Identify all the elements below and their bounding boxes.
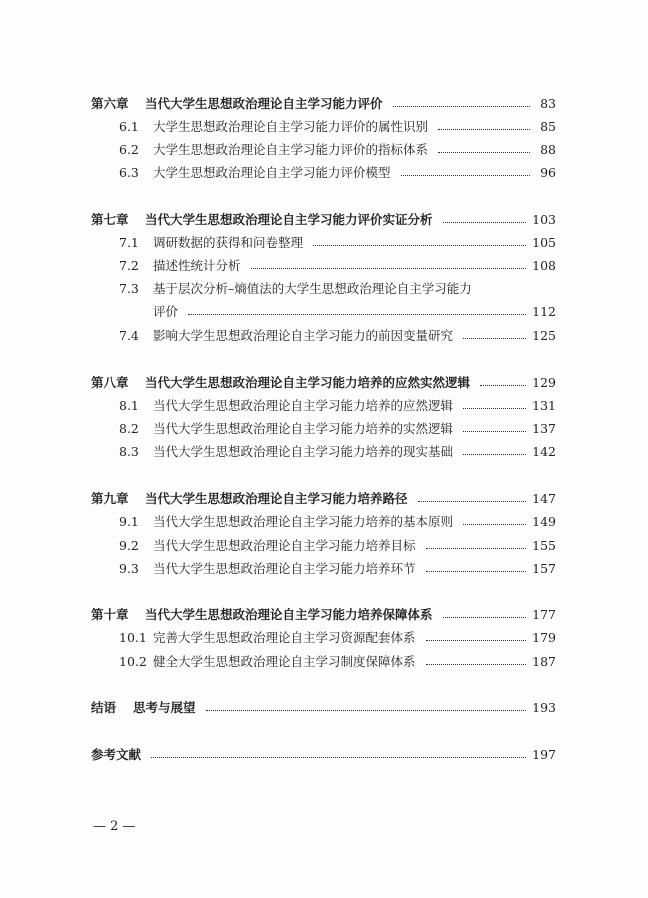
chapter-number: 第七章 — [91, 212, 129, 227]
toc-section[interactable] — [91, 162, 556, 182]
page-footer-number: — 2 — — [93, 819, 136, 834]
chapter-title: 思考与展望 — [133, 700, 196, 715]
leader-dots — [438, 152, 530, 153]
section-title: 基于层次分析–熵值法的大学生思想政治理论自主学习能力 — [153, 281, 472, 296]
section-title: 描述性统计分析 — [153, 258, 241, 273]
leader-dots — [463, 431, 526, 432]
chapter-title: 当代大学生思想政治理论自主学习能力培养路径 — [145, 491, 408, 506]
section-number: 7.1 — [119, 234, 139, 250]
section-number: 7.4 — [119, 327, 139, 343]
leader-dots — [251, 268, 527, 269]
leader-dots — [206, 710, 527, 711]
section-title-continued: 评价 — [153, 304, 179, 319]
page-number: 157 — [532, 560, 556, 576]
leader-dots — [463, 408, 526, 409]
page-number: 112 — [532, 303, 556, 319]
chapter-number: 结语 — [91, 700, 117, 715]
toc-section[interactable] — [91, 651, 556, 671]
section-title: 当代大学生思想政治理论自主学习能力培养的现实基础 — [153, 444, 454, 459]
page-number: 108 — [532, 257, 556, 273]
page-number: 85 — [540, 118, 556, 134]
section-title: 当代大学生思想政治理论自主学习能力培养的应然逻辑 — [153, 398, 454, 413]
page-number: 142 — [532, 443, 556, 459]
section-number: 9.2 — [119, 537, 139, 553]
page-number: 105 — [532, 234, 556, 250]
page-number: 193 — [532, 699, 556, 715]
toc-chapter[interactable] — [91, 488, 556, 508]
leader-dots — [401, 175, 530, 176]
leader-dots — [480, 385, 526, 386]
page-number: 147 — [532, 490, 556, 506]
section-number: 7.2 — [119, 257, 139, 273]
toc-section[interactable] — [91, 627, 556, 647]
page-number: 83 — [540, 95, 556, 111]
toc-section[interactable] — [91, 278, 556, 298]
page-number: 96 — [540, 164, 556, 180]
leader-dots — [426, 548, 527, 549]
section-number: 8.1 — [119, 397, 139, 413]
page-number: 131 — [532, 397, 556, 413]
chapter-title: 当代大学生思想政治理论自主学习能力评价 — [145, 96, 383, 111]
page-number: 197 — [532, 746, 556, 762]
section-number: 6.1 — [119, 118, 139, 134]
page-number: 129 — [532, 374, 556, 390]
toc-section[interactable] — [91, 232, 556, 252]
section-title: 影响大学生思想政治理论自主学习能力的前因变量研究 — [153, 328, 454, 343]
leader-dots — [418, 501, 527, 502]
toc-section[interactable] — [91, 116, 556, 136]
section-title: 调研数据的获得和问卷整理 — [153, 235, 304, 250]
leader-dots — [438, 129, 530, 130]
section-title: 当代大学生思想政治理论自主学习能力培养的基本原则 — [153, 514, 454, 529]
section-number: 8.3 — [119, 443, 139, 459]
chapter-number: 第六章 — [91, 96, 129, 111]
toc-chapter[interactable] — [91, 604, 556, 624]
toc-section[interactable] — [91, 535, 556, 555]
chapter-title: 当代大学生思想政治理论自主学习能力培养保障体系 — [145, 607, 433, 622]
leader-dots — [426, 640, 527, 641]
section-title: 大学生思想政治理论自主学习能力评价模型 — [153, 165, 391, 180]
section-number: 10.1 — [119, 629, 147, 645]
section-number: 6.2 — [119, 141, 139, 157]
leader-dots — [443, 617, 527, 618]
section-title: 健全大学生思想政治理论自主学习制度保障体系 — [153, 654, 416, 669]
leader-dots — [313, 245, 526, 246]
leader-dots — [463, 524, 526, 525]
section-number: 10.2 — [119, 653, 147, 669]
chapter-number: 第九章 — [91, 491, 129, 506]
section-title: 大学生思想政治理论自主学习能力评价的属性识别 — [153, 119, 429, 134]
leader-dots — [443, 222, 527, 223]
section-number: 6.3 — [119, 164, 139, 180]
chapter-number: 参考文献 — [91, 747, 142, 762]
toc-section[interactable] — [91, 511, 556, 531]
page-number: 88 — [540, 141, 556, 157]
toc-section[interactable] — [91, 395, 556, 415]
chapter-number: 第八章 — [91, 375, 129, 390]
toc-chapter[interactable] — [91, 372, 556, 392]
section-title: 当代大学生思想政治理论自主学习能力培养的实然逻辑 — [153, 421, 454, 436]
page-number: 149 — [532, 513, 556, 529]
toc-section[interactable] — [91, 139, 556, 159]
toc-section[interactable] — [91, 441, 556, 461]
section-number: 9.3 — [119, 560, 139, 576]
toc-section[interactable] — [91, 418, 556, 438]
chapter-title: 当代大学生思想政治理论自主学习能力培养的应然实然逻辑 — [145, 375, 471, 390]
toc-section-continued[interactable] — [91, 301, 556, 321]
leader-dots — [463, 338, 526, 339]
section-title: 大学生思想政治理论自主学习能力评价的指标体系 — [153, 142, 429, 157]
toc-section[interactable] — [91, 255, 556, 275]
leader-dots — [426, 571, 527, 572]
page-number: 177 — [532, 606, 556, 622]
section-title: 完善大学生思想政治理论自主学习资源配套体系 — [153, 630, 416, 645]
leader-dots — [393, 106, 530, 107]
toc-chapter[interactable] — [91, 697, 556, 717]
section-number: 8.2 — [119, 420, 139, 436]
page-number: 137 — [532, 420, 556, 436]
toc-chapter[interactable] — [91, 209, 556, 229]
toc-section[interactable] — [91, 325, 556, 345]
page-number: 155 — [532, 537, 556, 553]
chapter-title: 当代大学生思想政治理论自主学习能力评价实证分析 — [145, 212, 433, 227]
leader-dots — [188, 314, 526, 315]
toc-chapter[interactable] — [91, 744, 556, 764]
page-number: 103 — [532, 211, 556, 227]
section-number: 9.1 — [119, 513, 139, 529]
leader-dots — [151, 757, 526, 758]
page-number: 179 — [532, 629, 556, 645]
chapter-number: 第十章 — [91, 607, 129, 622]
section-title: 当代大学生思想政治理论自主学习能力培养环节 — [153, 561, 416, 576]
section-title: 当代大学生思想政治理论自主学习能力培养目标 — [153, 538, 416, 553]
leader-dots — [426, 664, 527, 665]
leader-dots — [463, 454, 526, 455]
toc-chapter[interactable] — [91, 93, 556, 113]
toc-section[interactable] — [91, 558, 556, 578]
section-number: 7.3 — [119, 280, 139, 296]
page-number: 187 — [532, 653, 556, 669]
page-number: 125 — [532, 327, 556, 343]
